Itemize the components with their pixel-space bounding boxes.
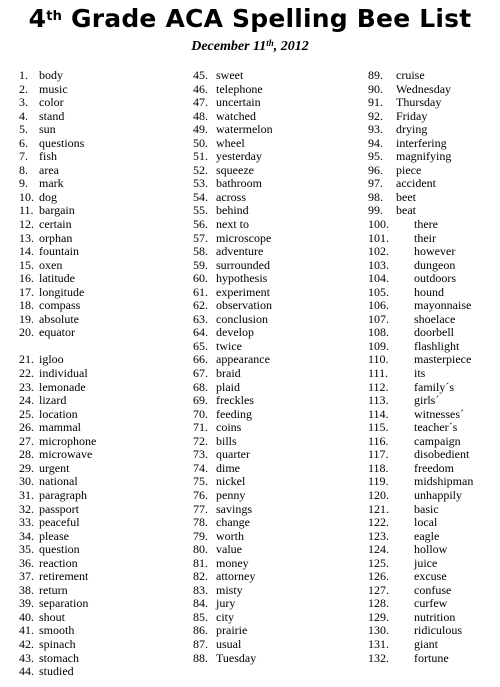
item-number: 92. (368, 108, 383, 123)
spelling-word: teacher´s (414, 420, 458, 435)
item-number: 88. (193, 650, 208, 665)
spelling-word: witnesses´ (414, 406, 464, 421)
item-number: 128. (368, 596, 389, 611)
spelling-word: certain (39, 217, 72, 232)
item-number: 91. (368, 95, 383, 110)
date-ordinal: th (266, 38, 274, 48)
item-number: 22. (19, 366, 34, 381)
spelling-word: hollow (414, 542, 448, 557)
item-number: 10. (19, 189, 34, 204)
item-number: 100. (368, 217, 389, 232)
item-number: 120. (368, 487, 389, 502)
item-number: 64. (193, 325, 208, 340)
item-number: 110. (368, 352, 389, 367)
spelling-word: doorbell (414, 325, 454, 340)
spelling-word: please (39, 528, 69, 543)
spelling-word: microscope (216, 230, 272, 245)
spelling-word: experiment (216, 284, 270, 299)
spelling-word: observation (216, 298, 272, 313)
spelling-word: its (414, 366, 426, 381)
spelling-word: bargain (39, 203, 75, 218)
item-number: 7. (19, 149, 28, 164)
item-number: 127. (368, 582, 389, 597)
item-number: 96. (368, 162, 383, 177)
item-number: 41. (19, 623, 34, 638)
spelling-word: magnifying (396, 149, 452, 164)
item-number: 70. (193, 406, 208, 421)
spelling-word: girls´ (414, 393, 440, 408)
item-number: 54. (193, 189, 208, 204)
spelling-word: flashlight (414, 338, 460, 353)
spelling-word: shout (39, 609, 66, 624)
item-number: 71. (193, 420, 208, 435)
spelling-word: compass (39, 298, 81, 313)
item-number: 33. (19, 515, 34, 530)
spelling-word: attorney (216, 569, 256, 584)
spelling-word: piece (396, 162, 422, 177)
item-number: 25. (19, 406, 34, 421)
item-number: 14. (19, 244, 34, 259)
item-number: 101. (368, 230, 389, 245)
spelling-word: mark (39, 176, 64, 191)
spelling-word: Wednesday (396, 81, 452, 96)
item-number: 44. (19, 664, 34, 679)
item-number: 132. (368, 650, 389, 665)
spelling-word: next to (216, 217, 249, 232)
item-number: 123. (368, 528, 389, 543)
item-number: 58. (193, 244, 208, 259)
item-number: 29. (19, 460, 34, 475)
spelling-word: separation (39, 596, 89, 611)
spelling-word: Friday (396, 108, 428, 123)
spelling-word: there (414, 217, 438, 232)
spelling-word: watermelon (216, 122, 273, 137)
item-number: 126. (368, 569, 389, 584)
item-number: 37. (19, 569, 34, 584)
item-number: 129. (368, 609, 389, 624)
item-number: 3. (19, 95, 28, 110)
item-number: 13. (19, 230, 34, 245)
item-number: 75. (193, 474, 208, 489)
item-number: 116. (368, 433, 389, 448)
title-number: 4 (28, 4, 47, 33)
spelling-word: dungeon (414, 257, 456, 272)
item-number: 31. (19, 487, 34, 502)
item-number: 119. (368, 474, 389, 489)
item-number: 42. (19, 636, 34, 651)
spelling-word: telephone (216, 81, 263, 96)
spelling-word: questions (39, 135, 85, 150)
item-number: 98. (368, 189, 383, 204)
item-number: 63. (193, 311, 208, 326)
spelling-word: location (39, 406, 78, 421)
item-number: 50. (193, 135, 208, 150)
item-number: 81. (193, 555, 208, 570)
spelling-word: bathroom (216, 176, 262, 191)
item-number: 124. (368, 542, 389, 557)
item-number: 93. (368, 122, 383, 137)
item-number: 97. (368, 176, 383, 191)
item-number: 118. (368, 460, 389, 475)
spelling-word: individual (39, 366, 88, 381)
item-number: 5. (19, 122, 28, 137)
spelling-word: nutrition (414, 609, 456, 624)
item-number: 19. (19, 311, 34, 326)
spelling-word: confuse (414, 582, 452, 597)
item-number: 48. (193, 108, 208, 123)
item-number: 78. (193, 515, 208, 530)
item-number: 79. (193, 528, 208, 543)
item-number: 95. (368, 149, 383, 164)
spelling-word: longitude (39, 284, 85, 299)
spelling-word: beat (396, 203, 416, 218)
item-number: 104. (368, 271, 389, 286)
spelling-word: unhappily (414, 487, 462, 502)
spelling-word: Thursday (396, 95, 442, 110)
spelling-word: sweet (216, 68, 244, 82)
date-year: , 2012 (273, 39, 309, 54)
spelling-word: question (39, 542, 80, 557)
spelling-word: outdoors (414, 271, 456, 286)
spelling-word: conclusion (216, 311, 268, 326)
spelling-word: giant (414, 636, 438, 651)
item-number: 67. (193, 366, 208, 381)
item-number: 56. (193, 217, 208, 232)
item-number: 112. (368, 379, 389, 394)
spelling-word: retirement (39, 569, 89, 584)
item-number: 55. (193, 203, 208, 218)
spelling-word: dog (39, 189, 57, 204)
spelling-word: bills (216, 433, 237, 448)
spelling-word: beet (396, 189, 416, 204)
spelling-word: accident (396, 176, 436, 191)
item-number: 23. (19, 379, 34, 394)
item-number: 86. (193, 623, 208, 638)
item-number: 18. (19, 298, 34, 313)
item-number: 82. (193, 569, 208, 584)
item-number: 76. (193, 487, 208, 502)
spelling-word: microphone (39, 433, 97, 448)
spelling-word: disobedient (414, 447, 470, 462)
item-number: 40. (19, 609, 34, 624)
item-number: 65. (193, 338, 208, 353)
item-number: 52. (193, 162, 208, 177)
spelling-word: braid (216, 366, 241, 381)
item-number: 113. (368, 393, 389, 408)
spelling-word: savings (216, 501, 252, 516)
item-number: 66. (193, 352, 208, 367)
item-number: 90. (368, 81, 383, 96)
spelling-word: wheel (216, 135, 245, 150)
item-number: 11. (19, 203, 34, 218)
spelling-word: quarter (216, 447, 250, 462)
item-number: 46. (193, 81, 208, 96)
item-number: 45. (193, 68, 208, 82)
item-number: 12. (19, 217, 34, 232)
spelling-word: drying (396, 122, 428, 137)
item-number: 17. (19, 284, 34, 299)
item-number: 109. (368, 338, 389, 353)
spelling-word: appearance (216, 352, 270, 367)
item-number: 125. (368, 555, 389, 570)
spelling-word: equator (39, 325, 75, 340)
item-number: 51. (193, 149, 208, 164)
item-number: 114. (368, 406, 389, 421)
item-number: 122. (368, 515, 389, 530)
spelling-word: however (414, 244, 456, 259)
item-number: 39. (19, 596, 34, 611)
item-number: 9. (19, 176, 28, 191)
spelling-word: music (39, 81, 68, 96)
item-number: 115. (368, 420, 389, 435)
item-number: 62. (193, 298, 208, 313)
item-number: 107. (368, 311, 389, 326)
spelling-word: excuse (414, 569, 447, 584)
spelling-word: stand (39, 108, 65, 123)
spelling-word: prairie (216, 623, 248, 638)
spelling-word: area (39, 162, 59, 177)
item-number: 130. (368, 623, 389, 638)
spelling-word: interfering (396, 135, 447, 150)
item-number: 84. (193, 596, 208, 611)
spelling-word: curfew (414, 596, 448, 611)
item-number: 131. (368, 636, 389, 651)
spelling-word: masterpiece (414, 352, 472, 367)
spelling-word: usual (216, 636, 242, 651)
spelling-word: shoelace (414, 311, 456, 326)
spelling-word: studied (39, 664, 74, 679)
spelling-word: national (39, 474, 78, 489)
title-ordinal: th (46, 9, 63, 24)
spelling-word: smooth (39, 623, 75, 638)
item-number: 121. (368, 501, 389, 516)
spelling-word: surrounded (216, 257, 270, 272)
item-number: 27. (19, 433, 34, 448)
spelling-word: worth (216, 528, 244, 543)
spelling-word: their (414, 230, 436, 245)
item-number: 103. (368, 257, 389, 272)
item-number: 1. (19, 68, 28, 82)
spelling-word: yesterday (216, 149, 262, 164)
spelling-word: microwave (39, 447, 93, 462)
item-number: 38. (19, 582, 34, 597)
item-number: 57. (193, 230, 208, 245)
item-number: 87. (193, 636, 208, 651)
spelling-word: coins (216, 420, 242, 435)
spelling-word: fountain (39, 244, 79, 259)
spelling-word: basic (414, 501, 439, 516)
spelling-word: city (216, 609, 234, 624)
spelling-word: peaceful (39, 515, 80, 530)
spelling-word: local (414, 515, 438, 530)
spelling-word: Tuesday (216, 650, 257, 665)
spelling-word: orphan (39, 230, 73, 245)
spelling-word: stomach (39, 650, 79, 665)
spelling-word: dime (216, 460, 240, 475)
item-number: 102. (368, 244, 389, 259)
spelling-word: change (216, 515, 250, 530)
spelling-word: color (39, 95, 64, 110)
item-number: 2. (19, 81, 28, 96)
spelling-word: squeeze (216, 162, 254, 177)
spelling-word: mayonnaise (414, 298, 472, 313)
item-number: 108. (368, 325, 389, 340)
spelling-word: lizard (39, 393, 67, 408)
spelling-word: nickel (216, 474, 246, 489)
item-number: 73. (193, 447, 208, 462)
spelling-word: plaid (216, 379, 240, 394)
item-number: 61. (193, 284, 208, 299)
spelling-word: across (216, 189, 246, 204)
item-number: 69. (193, 393, 208, 408)
item-number: 77. (193, 501, 208, 516)
spelling-word: urgent (39, 460, 70, 475)
item-number: 49. (193, 122, 208, 137)
spelling-word: misty (216, 582, 243, 597)
item-number: 94. (368, 135, 383, 150)
item-number: 83. (193, 582, 208, 597)
spelling-word: campaign (414, 433, 461, 448)
spelling-word: lemonade (39, 379, 86, 394)
spelling-word: hound (414, 284, 444, 299)
item-number: 80. (193, 542, 208, 557)
item-number: 24. (19, 393, 34, 408)
spelling-word: fish (39, 149, 57, 164)
spelling-word: latitude (39, 271, 75, 286)
item-number: 53. (193, 176, 208, 191)
item-number: 106. (368, 298, 389, 313)
item-number: 105. (368, 284, 389, 299)
spelling-word: twice (216, 338, 242, 353)
spelling-word: jury (216, 596, 236, 611)
spelling-word: money (216, 555, 249, 570)
item-number: 68. (193, 379, 208, 394)
item-number: 111. (368, 366, 389, 381)
spelling-word: reaction (39, 555, 78, 570)
page-title (0, 2, 500, 36)
spelling-word: return (39, 582, 68, 597)
spelling-word: develop (216, 325, 254, 340)
spelling-word: penny (216, 487, 246, 502)
date-month-day: December 11 (191, 39, 267, 54)
item-number: 34. (19, 528, 34, 543)
spelling-word: body (39, 68, 63, 82)
spelling-word: watched (216, 108, 256, 123)
item-number: 16. (19, 271, 34, 286)
item-number: 99. (368, 203, 383, 218)
item-number: 26. (19, 420, 34, 435)
spelling-word: eagle (414, 528, 440, 543)
title-text: Grade ACA Spelling Bee List (62, 4, 472, 33)
spelling-word: oxen (39, 257, 63, 272)
item-number: 60. (193, 271, 208, 286)
spelling-word: behind (216, 203, 249, 218)
item-number: 85. (193, 609, 208, 624)
item-number: 28. (19, 447, 34, 462)
spelling-word: hypothesis (216, 271, 268, 286)
item-number: 74. (193, 460, 208, 475)
spelling-word: absolute (39, 311, 79, 326)
item-number: 32. (19, 501, 34, 516)
item-number: 4. (19, 108, 28, 123)
spelling-word: feeding (216, 406, 252, 421)
spelling-word: igloo (39, 352, 64, 367)
item-number: 59. (193, 257, 208, 272)
spelling-word: fortune (414, 650, 449, 665)
spelling-word: mammal (39, 420, 81, 435)
spelling-word: adventure (216, 244, 264, 259)
spelling-word: freckles (216, 393, 254, 408)
spelling-word: juice (414, 555, 438, 570)
spelling-word: midshipman (414, 474, 474, 489)
item-number: 35. (19, 542, 34, 557)
item-number: 36. (19, 555, 34, 570)
spelling-word: spinach (39, 636, 76, 651)
spelling-word: cruise (396, 68, 425, 82)
item-number: 21. (19, 352, 34, 367)
spelling-word: ridiculous (414, 623, 462, 638)
item-number: 15. (19, 257, 34, 272)
spelling-word: family´s (414, 379, 454, 394)
item-number: 47. (193, 95, 208, 110)
item-number: 117. (368, 447, 389, 462)
item-number: 72. (193, 433, 208, 448)
item-number: 8. (19, 162, 28, 177)
spelling-word: passport (39, 501, 79, 516)
spelling-word: freedom (414, 460, 454, 475)
spelling-word: sun (39, 122, 56, 137)
page-date (0, 39, 500, 55)
item-number: 43. (19, 650, 34, 665)
item-number: 89. (368, 68, 383, 82)
spelling-word: uncertain (216, 95, 261, 110)
item-number: 6. (19, 135, 28, 150)
spelling-word: paragraph (39, 487, 87, 502)
item-number: 20. (19, 325, 34, 340)
spelling-word: value (216, 542, 242, 557)
item-number: 30. (19, 474, 34, 489)
